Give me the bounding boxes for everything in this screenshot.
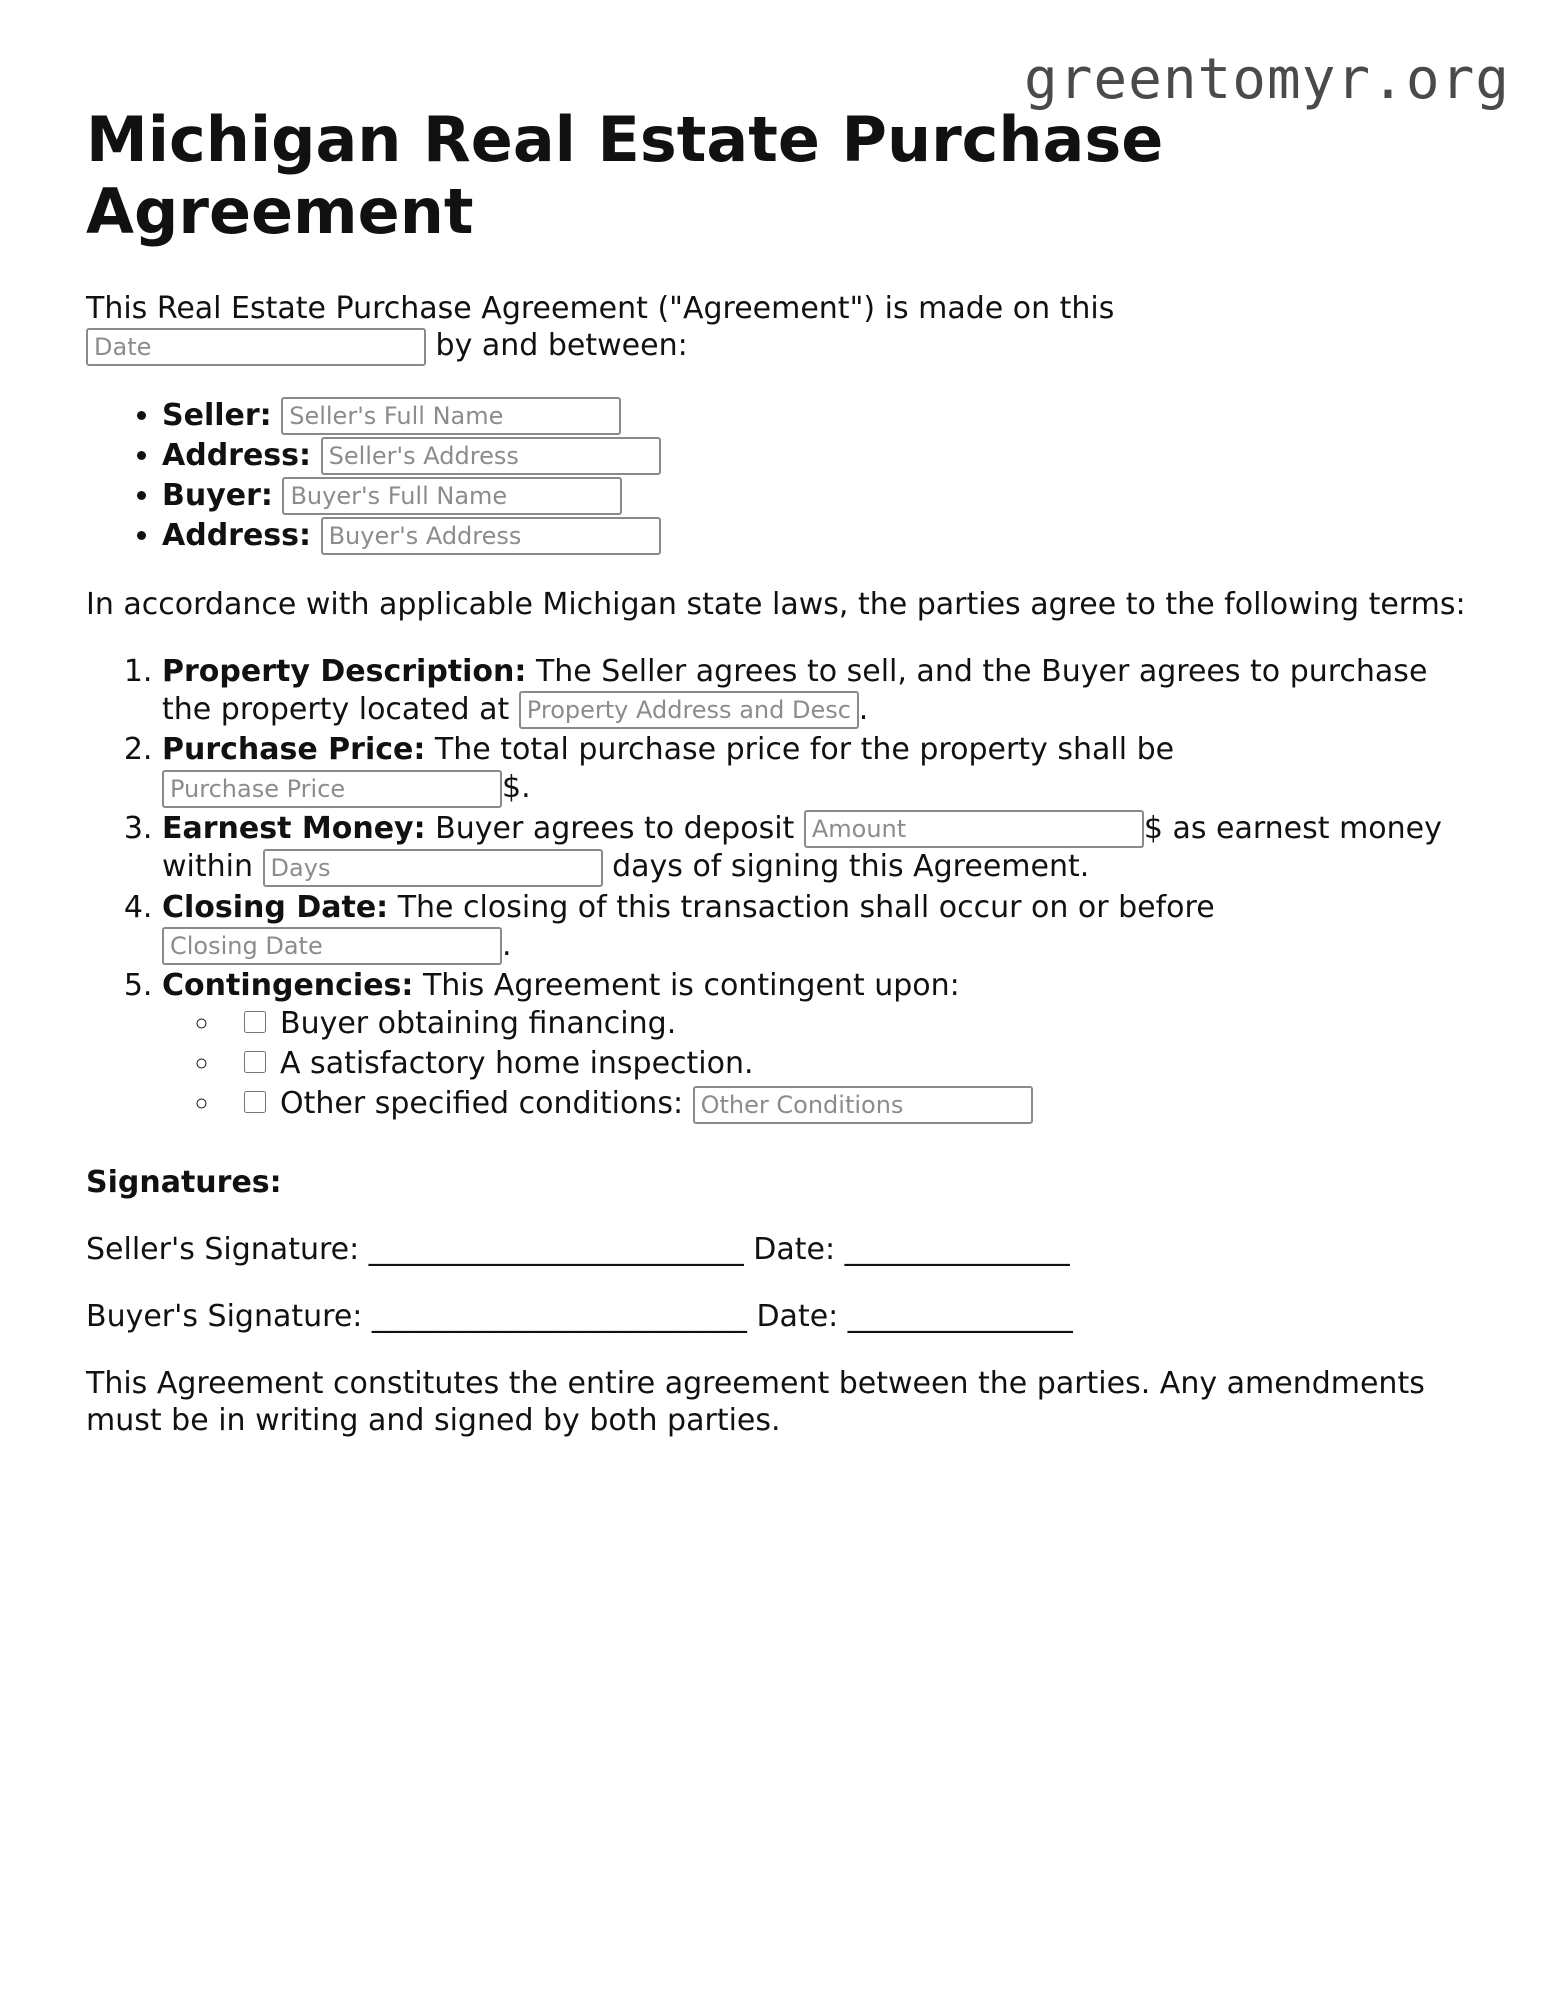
terms-list [86,653,1476,1124]
financing-checkbox[interactable] [244,1011,266,1033]
buyer-label: Buyer: [162,477,273,513]
list-item [222,1005,1476,1043]
seller-signature-line: Seller's Signature: _________________________ Date: _______________ [86,1231,1070,1267]
page-title: Michigan Real Estate Purchase Agreement [86,103,1164,248]
closing-period: . [502,927,512,963]
closing-label: Closing Date: [162,889,389,925]
buyer-address-label: Address: [162,517,312,553]
list-item [222,1085,1476,1124]
other-conditions-label: Other specified conditions: [280,1086,684,1121]
buyer-address-input[interactable] [321,517,661,555]
contingencies-text: This Agreement is contingent upon: [422,968,960,1003]
term-closing [162,889,1476,966]
list-item [162,516,1476,556]
financing-label: Buyer obtaining financing. [280,1006,677,1041]
closing-text: The closing of this transaction shall occur on or before [397,889,1215,925]
term-contingencies [162,967,1476,1124]
buyer-name-input[interactable] [282,477,622,515]
seller-address-input[interactable] [321,437,661,475]
buyer-signature-line: Buyer's Signature: _________________________ Date: _______________ [86,1298,1073,1334]
document [86,104,1476,1439]
seller-address-label: Address: [162,437,312,473]
closing-paragraph: This Agreement constitutes the entire agreement between the parties. Any amendments must be in writing and signed by both parties. [86,1365,1425,1438]
term-property [162,653,1476,730]
earnest-days-input[interactable] [263,849,603,887]
property-text: The Seller agrees to sell, and the Buyer agrees to purchase the property located at [162,653,1428,727]
list-item [162,396,1476,436]
other-conditions-checkbox[interactable] [244,1091,266,1113]
price-suffix: $. [502,770,531,805]
earnest-after-text: days of signing this Agreement. [612,849,1090,884]
watermark: greentomyr.org [1023,47,1510,112]
earnest-mid-text: $ as earnest money within [162,810,1442,884]
seller-name-input[interactable] [281,397,621,435]
purchase-price-input[interactable] [162,770,502,808]
list-item [162,476,1476,516]
closing-date-input[interactable] [162,927,502,965]
price-label: Purchase Price: [162,732,426,767]
property-period: . [858,691,869,727]
agreement-date-input[interactable] [86,328,426,366]
list-item [222,1045,1476,1083]
earnest-amount-input[interactable] [804,810,1144,848]
intro-by-between: by and between: [435,328,688,363]
contingencies-label: Contingencies: [162,968,414,1003]
signatures-heading: Signatures: [86,1164,282,1200]
list-item [162,436,1476,476]
intro-paragraph [86,290,1476,366]
intro-text: This Real Estate Purchase Agreement ("Agreement") is made on this [86,291,1115,326]
parties-list [86,396,1476,556]
contingencies-list [162,1005,1476,1124]
property-label: Property Description: [162,653,527,689]
inspection-label: A satisfactory home inspection. [280,1046,754,1081]
earnest-label: Earnest Money: [162,810,426,846]
price-text: The total purchase price for the property shall be [434,732,1175,767]
inspection-checkbox[interactable] [244,1051,266,1073]
accordance-paragraph: In accordance with applicable Michigan state laws, the parties agree to the following terms: [86,586,1466,622]
term-earnest [162,810,1476,887]
term-price [162,731,1476,808]
other-conditions-input[interactable] [693,1086,1033,1124]
seller-label: Seller: [162,397,272,433]
property-address-input[interactable] [519,691,859,729]
earnest-text: Buyer agrees to deposit [435,810,795,846]
